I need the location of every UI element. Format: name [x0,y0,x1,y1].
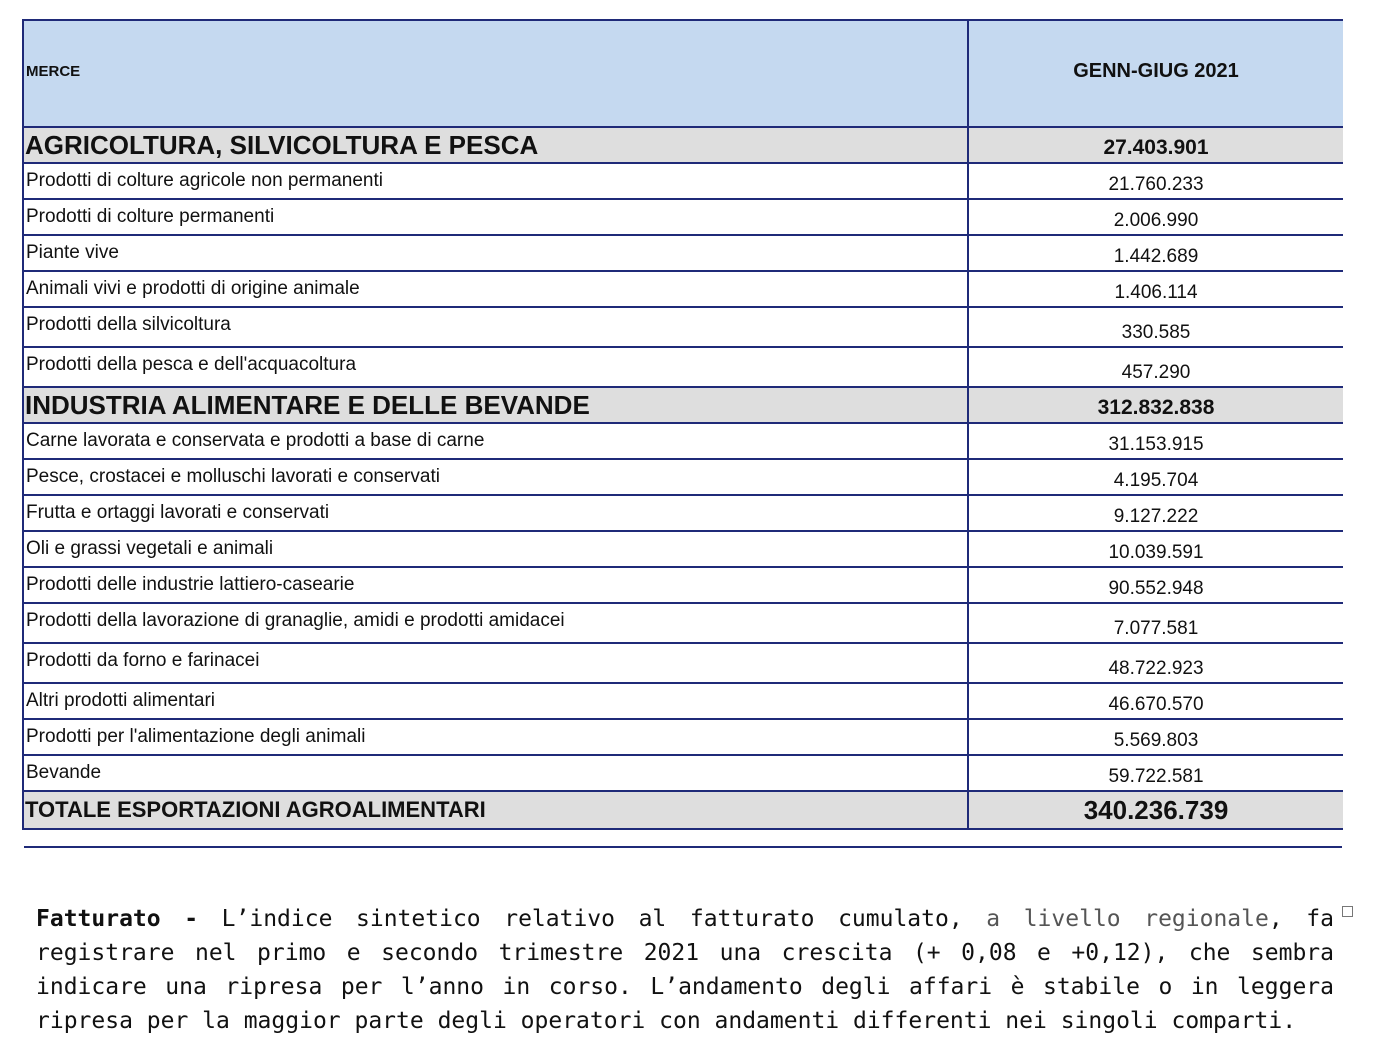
table-header-row [23,20,1343,127]
total-row [23,791,1343,829]
row-label: Prodotti da forno e farinacei [23,643,968,683]
fatturato-paragraph [36,902,1334,1038]
paragraph-text-2: , fa registrare nel primo e secondo trimestre 2021 una crescita (+ 0,08 e +0,12), che sembra indicare una ripresa per l’anno in corso. L’andamento degli affari è stabile o in leggera ripresa per la maggior parte degli operatori con andamenti differenti nei singoli comparti. [36,906,1334,1034]
table-row [23,531,1343,567]
row-value: 10.039.591 [968,531,1343,567]
table-body [23,20,1343,829]
table-row [23,603,1343,643]
row-value: 312.832.838 [968,387,1343,423]
table-row [23,643,1343,683]
row-value: 340.236.739 [968,791,1343,829]
row-value: 31.153.915 [968,423,1343,459]
row-label: Altri prodotti alimentari [23,683,968,719]
row-label: Prodotti di colture permanenti [23,199,968,235]
section-row [23,127,1343,163]
table-row [23,235,1343,271]
anchor-box-icon [1342,906,1353,917]
row-value: 330.585 [968,307,1343,347]
header-merce: MERCE [23,20,968,127]
row-label: Piante vive [23,235,968,271]
table-row [23,755,1343,791]
row-label: Frutta e ortaggi lavorati e conservati [23,495,968,531]
table-row [23,567,1343,603]
row-label: Oli e grassi vegetali e animali [23,531,968,567]
table-row [23,683,1343,719]
row-label: Carne lavorata e conservata e prodotti a base di carne [23,423,968,459]
row-value: 457.290 [968,347,1343,387]
row-value: 1.442.689 [968,235,1343,271]
row-value: 9.127.222 [968,495,1343,531]
row-label: AGRICOLTURA, SILVICOLTURA E PESCA [23,127,968,163]
row-label: Prodotti delle industrie lattiero-casearie [23,567,968,603]
row-value: 48.722.923 [968,643,1343,683]
row-value: 7.077.581 [968,603,1343,643]
row-value: 1.406.114 [968,271,1343,307]
row-label: INDUSTRIA ALIMENTARE E DELLE BEVANDE [23,387,968,423]
section-row [23,387,1343,423]
row-label: Pesce, crostacei e molluschi lavorati e conservati [23,459,968,495]
row-label: Prodotti della silvicoltura [23,307,968,347]
separator-line [24,846,1342,848]
row-label: Prodotti per l'alimentazione degli animali [23,719,968,755]
table-row [23,307,1343,347]
header-period: GENN-GIUG 2021 [968,20,1343,127]
paragraph-text-1: L’indice sintetico relativo al fatturato cumulato, [198,906,987,932]
export-table [22,19,1343,830]
row-label: Prodotti della lavorazione di granaglie, amidi e prodotti amidacei [23,603,968,643]
row-value: 21.760.233 [968,163,1343,199]
table-row [23,347,1343,387]
row-label: Prodotti di colture agricole non permanenti [23,163,968,199]
table-row [23,423,1343,459]
paragraph-highlight: a livello regionale [986,906,1269,932]
row-value: 59.722.581 [968,755,1343,791]
table-row [23,199,1343,235]
row-label: TOTALE ESPORTAZIONI AGROALIMENTARI [23,791,968,829]
table-row [23,163,1343,199]
row-value: 27.403.901 [968,127,1343,163]
paragraph-lead: Fatturato - [36,906,199,932]
table-row [23,719,1343,755]
table-row [23,459,1343,495]
row-label: Animali vivi e prodotti di origine animale [23,271,968,307]
table-row [23,495,1343,531]
row-value: 2.006.990 [968,199,1343,235]
row-value: 5.569.803 [968,719,1343,755]
row-value: 46.670.570 [968,683,1343,719]
row-label: Bevande [23,755,968,791]
row-label: Prodotti della pesca e dell'acquacoltura [23,347,968,387]
table-row [23,271,1343,307]
row-value: 4.195.704 [968,459,1343,495]
row-value: 90.552.948 [968,567,1343,603]
